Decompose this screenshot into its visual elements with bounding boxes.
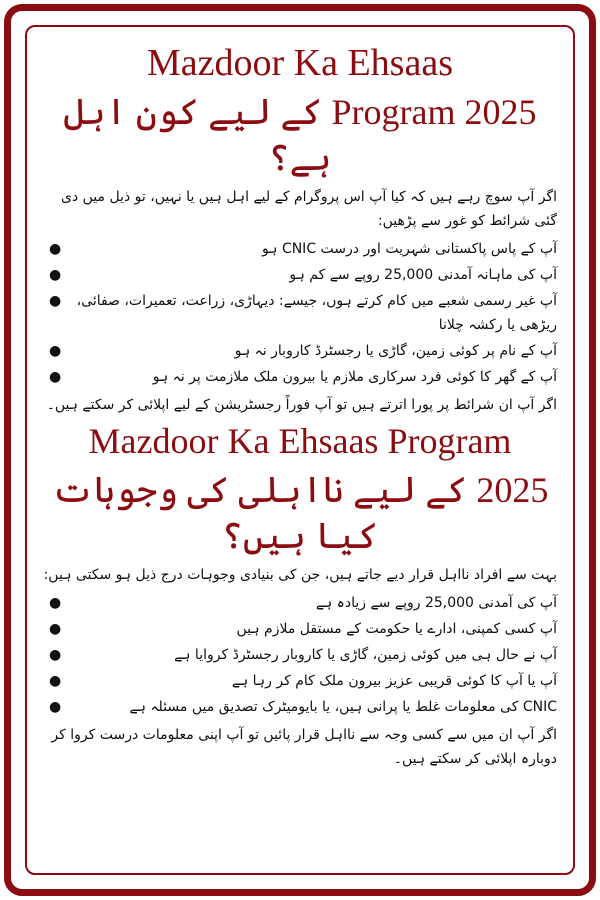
bullet-icon: ● [49, 595, 62, 611]
list-item-text: آپ کے نام پر کوئی زمین، گاڑی یا رجسٹرڈ کاروبار نہ ہو [234, 343, 557, 359]
list-item [43, 643, 557, 667]
section2-intro: بہت سے افراد نااہل قرار دیے جاتے ہیں، جن کی بنیادی وجوہات درج ذیل ہو سکتی ہیں: [43, 567, 557, 583]
bullet-icon: ● [49, 241, 62, 257]
content-panel [25, 25, 575, 875]
list-item [43, 365, 557, 389]
bullet-icon: ● [49, 647, 62, 663]
section1-criteria-list [43, 237, 557, 389]
list-item [43, 591, 557, 615]
outer-frame [4, 4, 596, 896]
list-item [43, 669, 557, 693]
list-item [43, 617, 557, 641]
bullet-icon: ● [49, 699, 62, 715]
bullet-icon: ● [49, 343, 62, 359]
section2-title-line1: Mazdoor Ka Ehsaas Program [88, 421, 512, 461]
section1-title-line2: Program 2025 کے لیے کون اہل ہے؟ [63, 92, 537, 178]
list-item [43, 237, 557, 261]
list-item-text: آپ کی آمدنی 25,000 روپے سے زیادہ ہے [315, 595, 557, 611]
bullet-icon: ● [49, 293, 62, 309]
section1-closing: اگر آپ ان شرائط پر پورا اترتے ہیں تو آپ فوراً رجسٹریشن کے لیے اپلائی کر سکتے ہیں۔ [46, 397, 557, 413]
list-item-text: آپ کے پاس پاکستانی شہریت اور درست CNIC ہو [262, 241, 557, 257]
bullet-icon: ● [49, 369, 62, 385]
list-item-text: آپ کسی کمپنی، ادارے یا حکومت کے مستقل ملازم ہیں [236, 621, 557, 637]
section2-closing: اگر آپ ان میں سے کسی وجہ سے نااہل قرار پائیں تو آپ اپنی معلومات درست کروا کر دوبارہ اپلائی کر سکتے ہیں۔ [51, 727, 557, 767]
list-item [43, 289, 557, 337]
section2-title-line2: 2025 کے لیے نااہلی کی وجوہات کیا ہیں؟ [51, 470, 549, 556]
bullet-icon: ● [49, 621, 62, 637]
list-item [43, 263, 557, 287]
list-item-text: آپ کی ماہانہ آمدنی 25,000 روپے سے کم ہو [289, 267, 557, 283]
list-item [43, 695, 557, 719]
list-item-text: آپ کے گھر کا کوئی فرد سرکاری ملازم یا بیرون ملک ملازمت پر نہ ہو [152, 369, 557, 385]
list-item [43, 339, 557, 363]
list-item-text: CNIC کی معلومات غلط یا پرانی ہیں، یا بایومیٹرک تصدیق میں مسئلہ ہے [129, 699, 557, 715]
section1-title-line1: Mazdoor Ka Ehsaas [146, 42, 453, 84]
section1-intro: اگر آپ سوچ رہے ہیں کہ کیا آپ اس پروگرام کے لیے اہل ہیں یا نہیں، تو ذیل میں دی گئی شرائط کو غور سے پڑھیں: [61, 189, 557, 229]
bullet-icon: ● [49, 267, 62, 283]
list-item-text: آپ غیر رسمی شعبے میں کام کرتے ہوں، جیسے: دیہاڑی، زراعت، تعمیرات، صفائی، ریڑھی یا رکشہ چلانا [76, 293, 557, 333]
section2-reasons-list [43, 591, 557, 719]
bullet-icon: ● [49, 673, 62, 689]
list-item-text: آپ یا آپ کا کوئی قریبی عزیز بیرون ملک کام کر رہا ہے [231, 673, 557, 689]
list-item-text: آپ نے حال ہی میں کوئی زمین، گاڑی یا کاروبار رجسٹرڈ کروایا ہے [174, 647, 557, 663]
